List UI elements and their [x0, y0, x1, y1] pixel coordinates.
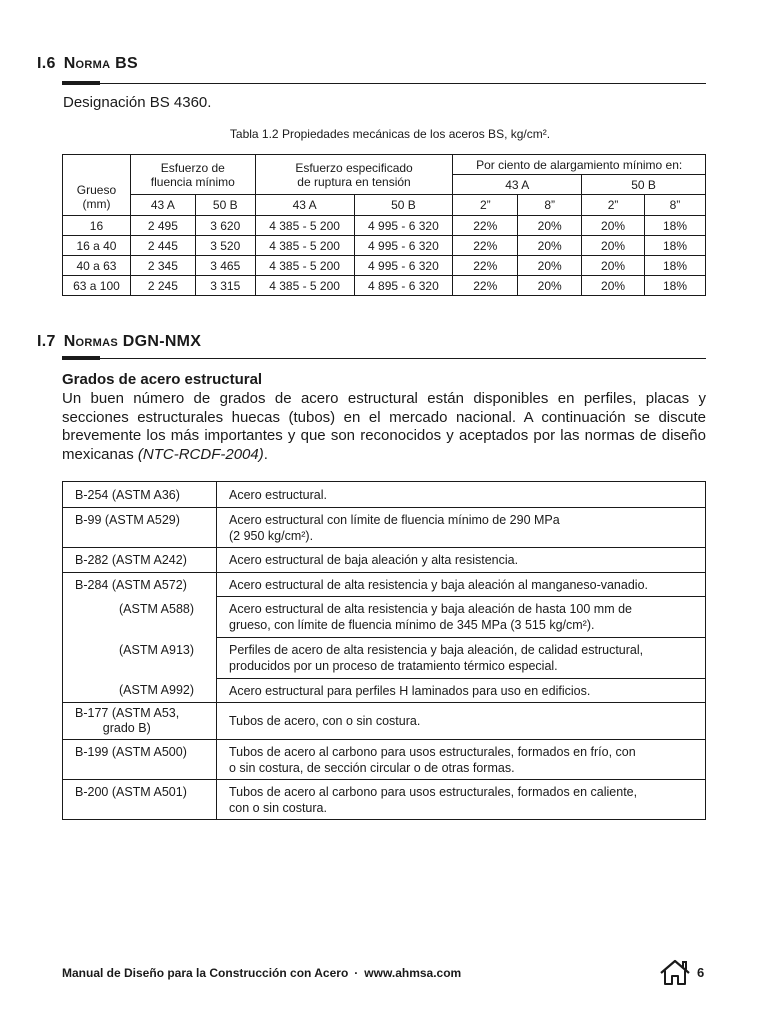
cell: 18% — [645, 236, 706, 256]
header-grueso: Grueso (mm) — [63, 155, 131, 216]
grade-code: B-282 (ASTM A242) — [63, 548, 217, 573]
cell: 2 445 — [130, 236, 195, 256]
cell: 3 520 — [195, 236, 255, 256]
section-heading-17 — [37, 333, 201, 351]
grade-code: B-99 (ASTM A529) — [63, 508, 217, 548]
grade-description: Acero estructural de alta resistencia y baja aleación de hasta 100 mm de grueso, con límite de fluencia mínimo de 345 MPa (3 515 kg/cm²). — [217, 597, 706, 638]
cell: 18% — [645, 216, 706, 236]
grade-code: B-284 (ASTM A572) — [63, 573, 217, 597]
cell: 4 995 - 6 320 — [354, 216, 453, 236]
paragraph-end: . — [263, 445, 268, 463]
subheader-cell: 8” — [518, 195, 582, 216]
grade-description: Acero estructural con límite de fluencia mínimo de 290 MPa (2 950 kg/cm²). — [217, 508, 706, 548]
grade-code: B-199 (ASTM A500) — [63, 740, 217, 780]
cell: 16 — [63, 216, 131, 236]
grade-code: (ASTM A913) — [63, 638, 217, 679]
table-row — [63, 638, 706, 679]
grade-description: Tubos de acero, con o sin costura. — [217, 703, 706, 740]
header-grade-43a: 43 A — [453, 175, 582, 195]
subheading: Grados de acero estructural — [62, 371, 263, 388]
grade-code — [63, 597, 217, 638]
cell: 4 385 - 5 200 — [255, 276, 354, 296]
paragraph-text: Un buen número de grados de acero estructural están disponibles en perfiles, placas y secciones estructurales huecas (tubos) en el mercado nacional. A continuación se discute brevemente los más importantes y que son reconocidos y aceptados por las normas de diseño mexicanas — [62, 390, 706, 463]
grade-code: B-254 (ASTM A36) — [63, 482, 217, 508]
cell: 40 a 63 — [63, 256, 131, 276]
grade-code: B-200 (ASTM A501) — [63, 780, 217, 820]
subheader-cell: 50 B — [195, 195, 255, 216]
cell: 3 620 — [195, 216, 255, 236]
table-row — [63, 573, 706, 597]
table-row — [63, 703, 706, 740]
section-number: I.6 — [37, 55, 56, 72]
grade-description: Tubos de acero al carbono para usos estructurales, formados en caliente, con o sin costura. — [217, 780, 706, 820]
section-title-text: Normas DGN-NMX — [63, 333, 202, 350]
designation-text: Designación BS 4360. — [63, 94, 212, 111]
footer-url[interactable]: www.ahmsa.com — [364, 966, 462, 980]
cell: 22% — [453, 236, 518, 256]
grade-description: Acero estructural de alta resistencia y baja aleación al manganeso-vanadio. — [217, 573, 706, 597]
subheader-cell: 2” — [453, 195, 518, 216]
cell: 16 a 40 — [63, 236, 131, 256]
steel-grades-table — [62, 481, 706, 820]
table-row — [63, 780, 706, 820]
section-heading-16 — [37, 55, 138, 73]
grade-description: Acero estructural para perfiles H laminados para uso en edificios. — [217, 679, 706, 703]
grade-code: (ASTM A992) — [63, 679, 217, 703]
header-esfuerzo-fluencia: Esfuerzo de fluencia mínimo — [130, 155, 255, 195]
cell: 4 385 - 5 200 — [255, 256, 354, 276]
section-number: I.7 — [37, 333, 56, 350]
cell: 63 a 100 — [63, 276, 131, 296]
grade-code: B-177 (ASTM A53, grado B) — [63, 703, 217, 740]
header-alargamiento: Por ciento de alargamiento mínimo en: — [453, 155, 706, 175]
grade-description: Acero estructural de baja aleación y alta resistencia. — [217, 548, 706, 573]
header-esfuerzo-ruptura: Esfuerzo especificado de ruptura en tensión — [255, 155, 453, 195]
table-row — [63, 679, 706, 703]
table-row — [63, 482, 706, 508]
cell: 20% — [518, 256, 582, 276]
footer — [62, 966, 461, 980]
cell: 18% — [645, 276, 706, 296]
cell: 20% — [518, 276, 582, 296]
header-grade-50b: 50 B — [582, 175, 706, 195]
cell: 18% — [645, 256, 706, 276]
subheader-cell: 43 A — [255, 195, 354, 216]
subheader-cell: 8” — [645, 195, 706, 216]
home-icon[interactable] — [659, 958, 691, 986]
cell: 4 895 - 6 320 — [354, 276, 453, 296]
cell: 20% — [582, 276, 645, 296]
page-number: 6 — [697, 965, 705, 980]
table-row — [63, 740, 706, 780]
table-row — [63, 216, 706, 236]
footer-title: Manual de Diseño para la Construcción con Acero — [62, 966, 349, 980]
cell: 22% — [453, 276, 518, 296]
table-row — [63, 597, 706, 638]
cell: 22% — [453, 256, 518, 276]
body-paragraph — [62, 390, 706, 464]
table-row — [63, 508, 706, 548]
cell: 2 345 — [130, 256, 195, 276]
cell: 22% — [453, 216, 518, 236]
cell: 20% — [582, 256, 645, 276]
subheader-cell: 50 B — [354, 195, 453, 216]
grade-description: Tubos de acero al carbono para usos estructurales, formados en frío, con o sin costura, de sección circular o de otras formas. — [217, 740, 706, 780]
table-row — [63, 256, 706, 276]
cell: 20% — [582, 236, 645, 256]
grade-description: Perfiles de acero de alta resistencia y baja aleación, de calidad estructural, producidos por un proceso de tratamiento térmico especial. — [217, 638, 706, 679]
mechanical-properties-table — [62, 154, 706, 296]
cell: 4 385 - 5 200 — [255, 236, 354, 256]
grade-description: Acero estructural. — [217, 482, 706, 508]
cell: 4 385 - 5 200 — [255, 216, 354, 236]
table-caption: Tabla 1.2 Propiedades mecánicas de los aceros BS, kg/cm². — [229, 127, 551, 141]
cell: 4 995 - 6 320 — [354, 236, 453, 256]
table-row — [63, 548, 706, 573]
cell: 2 495 — [130, 216, 195, 236]
cell: 4 995 - 6 320 — [354, 256, 453, 276]
grade-code-text: (ASTM A588) — [119, 601, 195, 616]
cell: 3 315 — [195, 276, 255, 296]
section-title-text: Norma BS — [63, 55, 138, 72]
paragraph-reference: (NTC-RCDF-2004) — [137, 445, 264, 463]
cell: 20% — [518, 216, 582, 236]
table-row — [63, 236, 706, 256]
footer-separator: · — [354, 966, 359, 980]
subheader-cell: 2” — [582, 195, 645, 216]
cell: 20% — [518, 236, 582, 256]
cell: 2 245 — [130, 276, 195, 296]
cell: 20% — [582, 216, 645, 236]
table-row — [63, 276, 706, 296]
cell: 3 465 — [195, 256, 255, 276]
subheader-cell: 43 A — [130, 195, 195, 216]
